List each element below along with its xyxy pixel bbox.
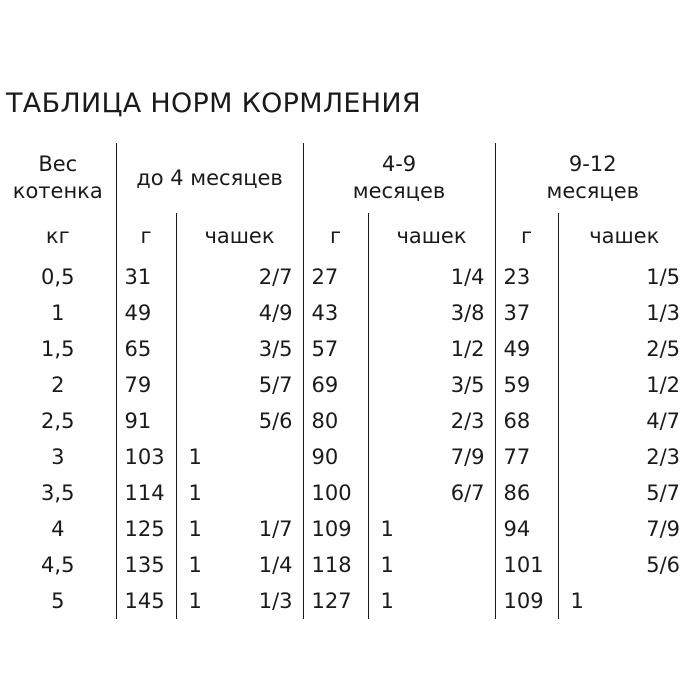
cups-cell-2	[368, 367, 495, 403]
unit-cups-2: чашек	[368, 213, 495, 259]
cups-whole: 1	[188, 589, 202, 613]
grams-cell-1: 103	[116, 439, 176, 475]
cups-cell-3	[558, 331, 690, 367]
grams-cell-2: 127	[303, 583, 368, 619]
cups-cell-2	[368, 547, 495, 583]
cups-cell-2	[368, 331, 495, 367]
cups-cell-2	[368, 259, 495, 295]
cups-cell-2	[368, 439, 495, 475]
grams-cell-2: 27	[303, 259, 368, 295]
cups-cell-1	[176, 547, 303, 583]
unit-cups-1: чашек	[176, 213, 303, 259]
grams-cell-3: 37	[495, 295, 558, 331]
weight-cell: 4	[51, 517, 65, 541]
cups-cell-2	[368, 511, 495, 547]
weight-cell: 2,5	[41, 409, 75, 433]
feeding-norms-table	[0, 143, 690, 619]
cups-fraction: 4/9	[258, 301, 293, 325]
table-row	[0, 259, 690, 295]
group-header-9-12-months	[495, 143, 690, 213]
grams-cell-1: 125	[116, 511, 176, 547]
grams-cell-3: 23	[495, 259, 558, 295]
grams-cell-2: 118	[303, 547, 368, 583]
grams-cell-2: 69	[303, 367, 368, 403]
cups-fraction: 1/4	[258, 553, 293, 577]
weight-cell: 5	[51, 589, 65, 613]
grams-cell-2: 80	[303, 403, 368, 439]
table-row	[0, 475, 690, 511]
table-row	[0, 583, 690, 619]
cups-cell-1	[176, 367, 303, 403]
cups-cell-3	[558, 259, 690, 295]
grams-cell-3: 109	[495, 583, 558, 619]
cups-cell-2	[368, 403, 495, 439]
cups-cell-2	[368, 475, 495, 511]
cups-fraction: 1/4	[450, 265, 485, 289]
cups-cell-3	[558, 367, 690, 403]
cups-cell-3	[558, 547, 690, 583]
cups-whole: 1	[570, 589, 584, 613]
grams-cell-1: 65	[116, 331, 176, 367]
cups-whole: 1	[188, 517, 202, 541]
cups-fraction: 7/9	[646, 517, 680, 541]
cups-cell-1	[176, 475, 303, 511]
cups-fraction: 5/6	[258, 409, 293, 433]
header-row-groups	[0, 143, 690, 213]
cups-cell-2	[368, 295, 495, 331]
cups-fraction: 3/5	[450, 373, 485, 397]
weight-cell: 3	[51, 445, 65, 469]
cups-cell-1	[176, 439, 303, 475]
cups-cell-3	[558, 295, 690, 331]
page-title: ТАБЛИЦА НОРМ КОРМЛЕНИЯ	[6, 88, 421, 119]
table-row	[0, 331, 690, 367]
weight-cell: 0,5	[41, 265, 75, 289]
cups-fraction: 2/7	[258, 265, 293, 289]
grams-cell-3: 94	[495, 511, 558, 547]
table-row	[0, 439, 690, 475]
cups-fraction: 1/5	[646, 265, 680, 289]
table-row	[0, 511, 690, 547]
cups-cell-3	[558, 475, 690, 511]
grams-cell-2: 57	[303, 331, 368, 367]
cups-cell-1	[176, 259, 303, 295]
cups-cell-2	[368, 583, 495, 619]
group2-line1: 4-9	[381, 152, 417, 176]
table-body	[0, 259, 690, 619]
cups-fraction: 6/7	[450, 481, 485, 505]
weight-header-line1: Вес	[38, 152, 78, 176]
grams-cell-1: 135	[116, 547, 176, 583]
cups-whole: 1	[380, 589, 394, 613]
cups-whole: 1	[380, 553, 394, 577]
cups-fraction: 7/9	[450, 445, 485, 469]
cups-cell-1	[176, 511, 303, 547]
grams-cell-2: 100	[303, 475, 368, 511]
unit-g-2: г	[303, 213, 368, 259]
grams-cell-1: 31	[116, 259, 176, 295]
unit-kg: кг	[45, 224, 70, 248]
grams-cell-1: 145	[116, 583, 176, 619]
cups-whole: 1	[380, 517, 394, 541]
unit-g-3: г	[495, 213, 558, 259]
table-row	[0, 403, 690, 439]
grams-cell-2: 109	[303, 511, 368, 547]
cups-cell-1	[176, 583, 303, 619]
grams-cell-2: 90	[303, 439, 368, 475]
cups-fraction: 2/5	[646, 337, 680, 361]
cups-fraction: 1/2	[450, 337, 485, 361]
cups-whole: 1	[188, 481, 202, 505]
cups-fraction: 5/7	[258, 373, 293, 397]
weight-cell: 4,5	[41, 553, 75, 577]
cups-cell-3	[558, 583, 690, 619]
cups-fraction: 3/8	[450, 301, 485, 325]
cups-cell-3	[558, 439, 690, 475]
header-row-units	[0, 213, 690, 259]
cups-fraction: 1/7	[258, 517, 293, 541]
cups-cell-3	[558, 511, 690, 547]
group2-line2: месяцев	[352, 179, 446, 203]
weight-header-line2: котенка	[12, 179, 103, 203]
grams-cell-3: 101	[495, 547, 558, 583]
cups-fraction: 1/2	[646, 373, 680, 397]
cups-cell-1	[176, 403, 303, 439]
cups-fraction: 2/3	[646, 445, 680, 469]
grams-cell-3: 68	[495, 403, 558, 439]
grams-cell-3: 86	[495, 475, 558, 511]
grams-cell-1: 114	[116, 475, 176, 511]
unit-g-1: г	[116, 213, 176, 259]
grams-cell-2: 43	[303, 295, 368, 331]
table-row	[0, 547, 690, 583]
weight-cell: 1	[51, 301, 65, 325]
group3-line2: месяцев	[546, 179, 640, 203]
cups-fraction: 1/3	[646, 301, 680, 325]
grams-cell-3: 77	[495, 439, 558, 475]
weight-cell: 1,5	[41, 337, 75, 361]
grams-cell-1: 91	[116, 403, 176, 439]
cups-fraction: 3/5	[258, 337, 293, 361]
grams-cell-3: 49	[495, 331, 558, 367]
cups-fraction: 2/3	[450, 409, 485, 433]
cups-fraction: 1/3	[258, 589, 293, 613]
grams-cell-1: 49	[116, 295, 176, 331]
weight-cell: 3,5	[41, 481, 75, 505]
group-header-4-9-months	[303, 143, 495, 213]
table-row	[0, 367, 690, 403]
group-header-0-4-months: до 4 месяцев	[116, 143, 303, 213]
cups-whole: 1	[188, 553, 202, 577]
group3-line1: 9-12	[568, 152, 617, 176]
weight-cell: 2	[51, 373, 65, 397]
cups-cell-3	[558, 403, 690, 439]
cups-fraction: 5/6	[646, 553, 680, 577]
table-row	[0, 295, 690, 331]
unit-cups-3: чашек	[558, 213, 690, 259]
cups-fraction: 5/7	[646, 481, 680, 505]
grams-cell-3: 59	[495, 367, 558, 403]
cups-cell-1	[176, 295, 303, 331]
weight-header	[0, 143, 116, 213]
cups-cell-1	[176, 331, 303, 367]
cups-whole: 1	[188, 445, 202, 469]
grams-cell-1: 79	[116, 367, 176, 403]
cups-fraction: 4/7	[646, 409, 680, 433]
